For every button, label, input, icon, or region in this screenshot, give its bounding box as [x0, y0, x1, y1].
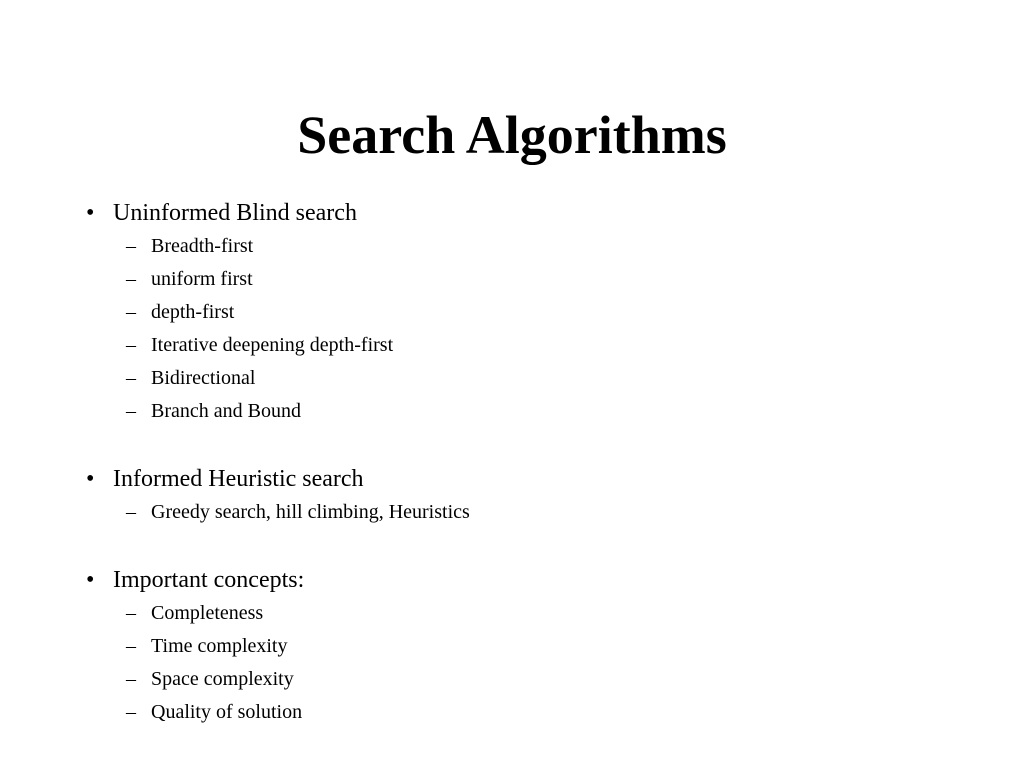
dash-icon: –	[126, 235, 136, 257]
bullet-text: Informed Heuristic search	[113, 466, 364, 492]
sub-list	[86, 230, 986, 428]
sub-item	[86, 329, 986, 362]
dash-icon: –	[126, 501, 136, 523]
dash-icon: –	[126, 268, 136, 290]
sub-list	[86, 597, 986, 729]
sub-item	[86, 296, 986, 329]
bullet-icon: •	[86, 200, 95, 226]
sub-list	[86, 496, 986, 529]
dash-icon: –	[126, 635, 136, 657]
sub-item-text: Quality of solution	[151, 701, 303, 723]
bullet-text: Important concepts:	[113, 567, 305, 593]
sub-item-text: Branch and Bound	[151, 400, 301, 422]
dash-icon: –	[126, 701, 136, 723]
bullet-text: Uninformed Blind search	[113, 200, 357, 226]
dash-icon: –	[126, 301, 136, 323]
section-concepts	[86, 563, 986, 729]
bullet-item	[86, 462, 986, 496]
sub-item	[86, 597, 986, 630]
section-uninformed	[86, 196, 986, 428]
dash-icon: –	[126, 334, 136, 356]
dash-icon: –	[126, 668, 136, 690]
sub-item	[86, 663, 986, 696]
sub-item-text: uniform first	[151, 268, 253, 290]
sub-item	[86, 230, 986, 263]
sub-item-text: Iterative deepening depth-first	[151, 334, 394, 356]
sub-item-text: depth-first	[151, 301, 235, 323]
sub-item-text: Space complexity	[151, 668, 294, 690]
sub-item	[86, 362, 986, 395]
sub-item	[86, 496, 986, 529]
sub-item-text: Time complexity	[151, 635, 288, 657]
sub-item	[86, 630, 986, 663]
bullet-icon: •	[86, 567, 95, 593]
sub-item-text: Completeness	[151, 602, 264, 624]
sub-item	[86, 395, 986, 428]
sub-item-text: Breadth-first	[151, 235, 254, 257]
dash-icon: –	[126, 400, 136, 422]
slide-content	[86, 196, 986, 729]
section-informed	[86, 462, 986, 529]
dash-icon: –	[126, 367, 136, 389]
bullet-item	[86, 563, 986, 597]
bullet-item	[86, 196, 986, 230]
sub-item-text: Greedy search, hill climbing, Heuristics	[151, 501, 470, 523]
dash-icon: –	[126, 602, 136, 624]
sub-item-text: Bidirectional	[151, 367, 256, 389]
bullet-icon: •	[86, 466, 95, 492]
sub-item	[86, 263, 986, 296]
slide-title: Search Algorithms	[297, 105, 727, 165]
sub-item	[86, 696, 986, 729]
